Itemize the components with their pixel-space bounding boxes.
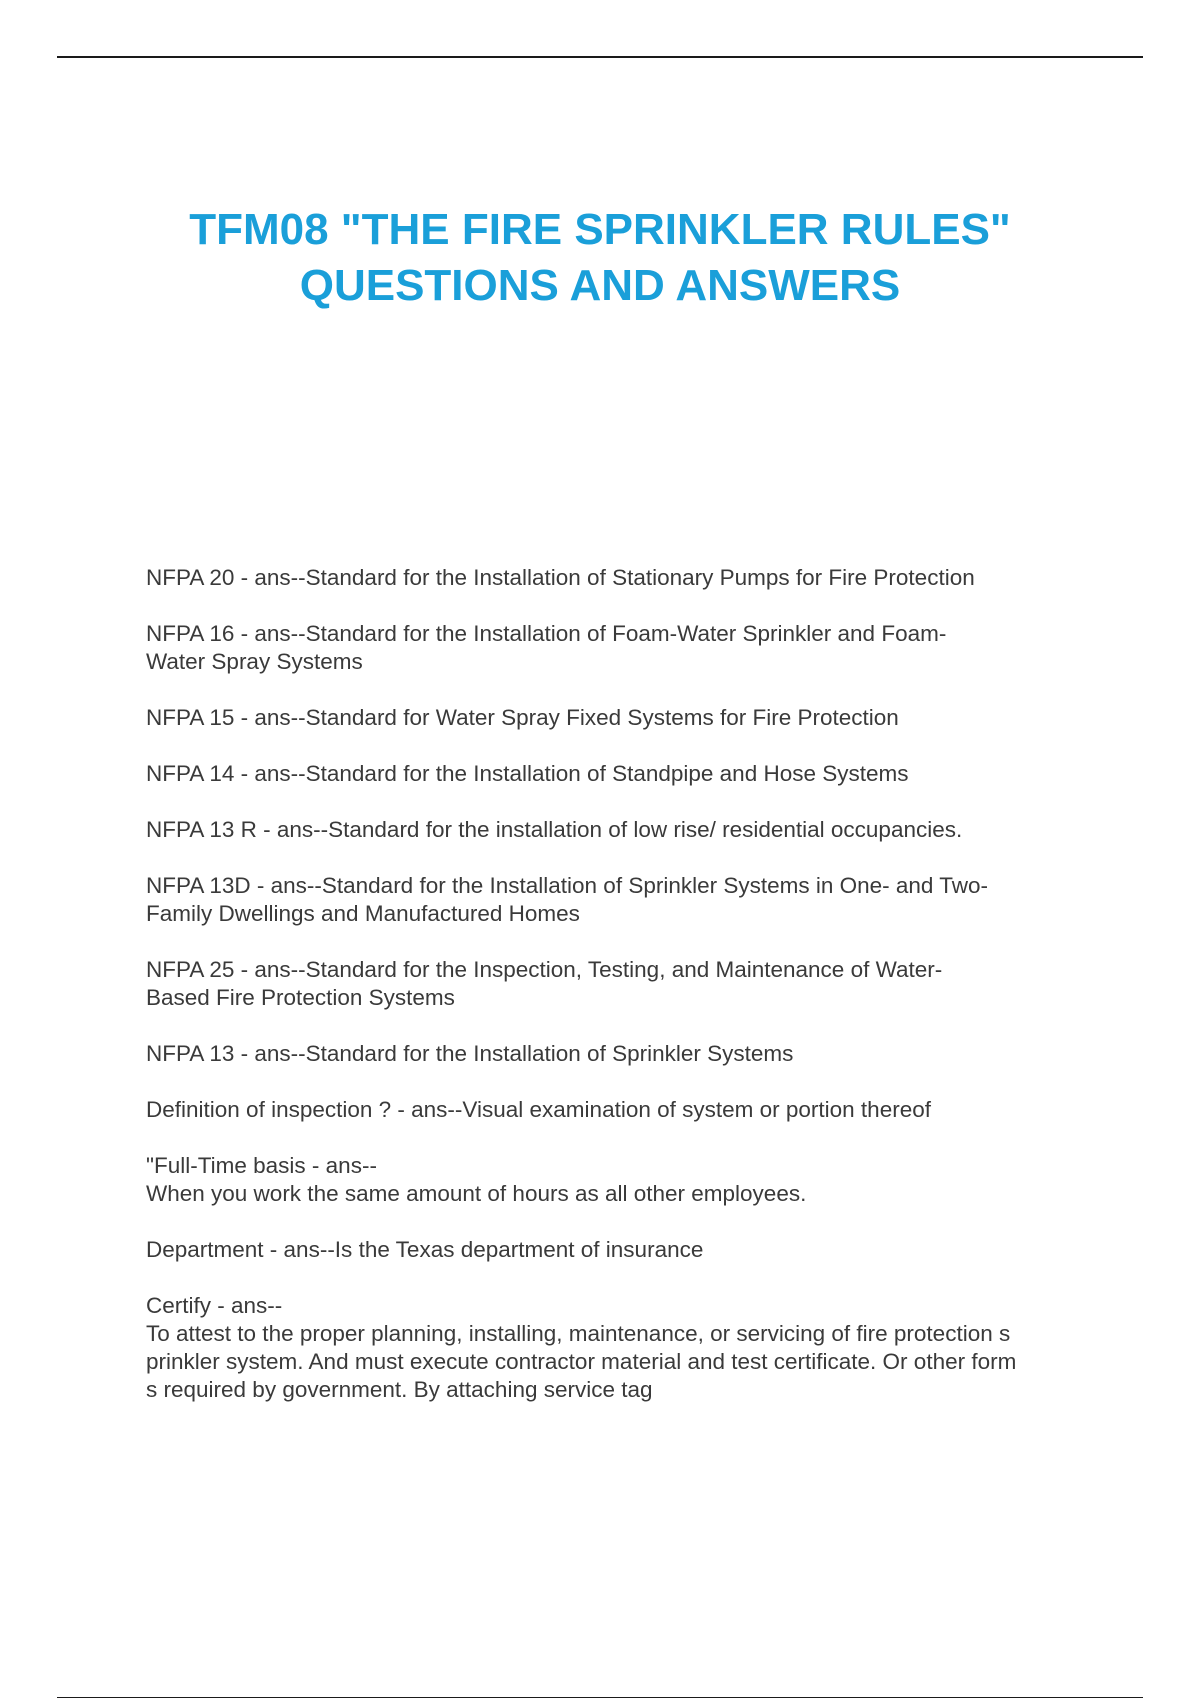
qa-item-line: Based Fire Protection Systems xyxy=(146,985,455,1010)
qa-item-line: NFPA 13D - ans--Standard for the Installation of Sprinkler Systems in One- and Two- xyxy=(146,873,989,898)
qa-item xyxy=(146,1292,1096,1404)
qa-item xyxy=(146,872,1096,928)
qa-list xyxy=(146,564,1096,1432)
title-line-1: TFM08 "THE FIRE SPRINKLER RULES" xyxy=(189,205,1011,254)
qa-item-line: Definition of inspection ? - ans--Visual examination of system or portion thereof xyxy=(146,1097,931,1122)
qa-item xyxy=(146,956,1096,1012)
qa-item xyxy=(146,1152,1096,1208)
qa-item xyxy=(146,1096,1096,1124)
qa-item-line: Certify - ans-- xyxy=(146,1293,283,1318)
qa-item xyxy=(146,760,1096,788)
qa-item-line: To attest to the proper planning, installing, maintenance, or servicing of fire protection s xyxy=(146,1321,1011,1346)
qa-item-line: NFPA 20 - ans--Standard for the Installation of Stationary Pumps for Fire Protection xyxy=(146,565,975,590)
qa-item-line: s required by government. By attaching service tag xyxy=(146,1377,653,1402)
document-title xyxy=(57,202,1143,314)
qa-item xyxy=(146,620,1096,676)
qa-item-line: NFPA 15 - ans--Standard for Water Spray Fixed Systems for Fire Protection xyxy=(146,705,899,730)
qa-item-line: NFPA 16 - ans--Standard for the Installation of Foam-Water Sprinkler and Foam- xyxy=(146,621,947,646)
top-divider xyxy=(57,56,1143,58)
qa-item-line: NFPA 13 R - ans--Standard for the installation of low rise/ residential occupancies. xyxy=(146,817,963,842)
qa-item xyxy=(146,816,1096,844)
qa-item-line: NFPA 25 - ans--Standard for the Inspection, Testing, and Maintenance of Water- xyxy=(146,957,943,982)
title-line-2: QUESTIONS AND ANSWERS xyxy=(299,261,901,310)
qa-item-line: NFPA 14 - ans--Standard for the Installation of Standpipe and Hose Systems xyxy=(146,761,909,786)
qa-item xyxy=(146,1236,1096,1264)
qa-item-line: Family Dwellings and Manufactured Homes xyxy=(146,901,580,926)
qa-item-line: Department - ans--Is the Texas department of insurance xyxy=(146,1237,704,1262)
bottom-divider xyxy=(57,1697,1143,1698)
qa-item-line: NFPA 13 - ans--Standard for the Installation of Sprinkler Systems xyxy=(146,1041,794,1066)
qa-item-line: Water Spray Systems xyxy=(146,649,363,674)
qa-item xyxy=(146,704,1096,732)
qa-item-line: When you work the same amount of hours as all other employees. xyxy=(146,1181,807,1206)
qa-item-line: prinkler system. And must execute contractor material and test certificate. Or other form xyxy=(146,1349,1017,1374)
qa-item xyxy=(146,564,1096,592)
qa-item xyxy=(146,1040,1096,1068)
qa-item-line: "Full-Time basis - ans-- xyxy=(146,1153,377,1178)
